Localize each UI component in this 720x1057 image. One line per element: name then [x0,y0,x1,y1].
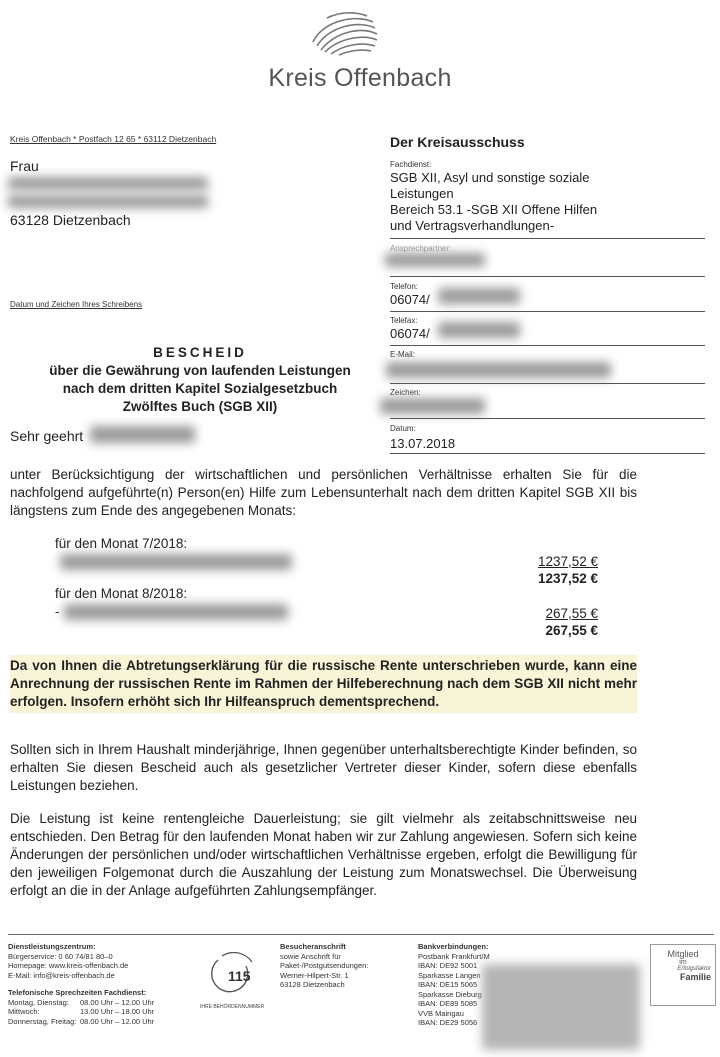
visitor-line: 63128 Dietzenbach [280,980,345,989]
redacted-contact [385,253,485,267]
visitor-line: Werner-Hilpert-Str. 1 [280,970,349,980]
member-org-small: Erfolgsfaktor [677,966,711,972]
divider [390,383,705,384]
bank-name: Sparkasse Dieburg [418,989,482,999]
badge-caption: IHRE BEHÖRDENNUMMER [200,1004,265,1010]
divider [390,276,705,277]
divider [390,238,705,239]
month-total: 267,55 € [545,623,598,638]
dept-line: Leistungen [390,186,454,201]
phone-value: 06074/ [390,292,430,307]
recipient-title: Frau [10,158,39,174]
redacted-recipient-street [8,195,208,208]
org-name: Kreis Offenbach [268,64,452,92]
hours-time: 08.00 Uhr – 12.00 Uhr [80,1016,155,1026]
kreis-offenbach-logo-icon [305,8,385,58]
footer-address-block [280,942,405,990]
email-label: E-Mail: [390,350,415,359]
member-label: Mitglied [667,949,699,959]
bank-name: Sparkasse Langen [418,970,481,980]
dept-line: Bereich 53.1 -SGB XII Offene Hilfen [390,202,598,217]
greeting: Sehr geehrt [10,428,84,444]
divider [390,453,705,454]
sender-line: Kreis Offenbach * Postfach 12 65 * 63112 Dietzenbach [10,134,217,144]
footer-divider [8,934,714,935]
dash-marker: - [55,604,60,619]
divider [390,418,705,419]
authority-name: Der Kreisausschuss [390,134,525,150]
hours-day: Montag, Dienstag: [8,997,69,1007]
bank-title: Bankverbindungen: [418,942,489,951]
bank-iban: IBAN: DE29 5056 [418,1018,478,1027]
date-value: 13.07.2018 [390,436,456,451]
recipient-city: 63128 Dietzenbach [10,212,131,228]
children-paragraph: Sollten sich in Ihrem Haushalt minderjährige, Ihnen gegenüber unterhaltsberechtigte Kinder befinden, so erhalten Sie diesen Bescheid auch als gesetzlicher Vertreter dieser Kinder, sofern diese ebenfalls Leistungen beziehen. [10,742,637,793]
redacted-person [64,604,288,620]
bank-iban: IBAN: DE15 5065 [418,980,478,989]
intro-paragraph: unter Berücksichtigung der wirtschaftlichen und persönlichen Verhältnisse erhalten Sie für die nachfolgend aufgeführte(n) Person(en) Hilfe zum Lebensunterhalt nach dem dritten Kapitel SGB XII bis längstens zum Ende des angegebenen Monats: [10,467,637,518]
bank-name: Postbank Frankfurt/M [418,951,490,961]
redacted-recipient-name [8,177,208,190]
service-line: E-Mail: info@kreis-offenbach.de [8,970,115,980]
month-label: für den Monat 8/2018: [55,586,188,601]
visitor-line: sowie Anschrift für [280,951,341,961]
member-org: Familie [679,972,711,982]
redacted-phone [438,288,520,304]
hours-day: Mittwoch: [8,1007,40,1016]
contact-label: Ansprechpartner: [390,244,452,253]
service-title: Dienstleistungszentrum: [8,942,96,951]
hours-time: 13.00 Uhr – 18.00 Uhr [80,1007,155,1016]
month-amount: 267,55 € [545,606,598,621]
visitor-title: Besucheranschrift [280,942,346,951]
bank-iban: IBAN: DE89 5085 [418,999,478,1008]
service-line: Homepage: www.kreis-offenbach.de [8,961,129,970]
divider [390,345,705,346]
month-label: für den Monat 7/2018: [55,536,188,551]
hours-day: Donnerstag, Freitag: [8,1016,77,1026]
redacted-bank-details [482,964,640,1050]
highlight-paragraph: Da von Ihnen die Abtretungserklärung für die russische Rente unterschrieben wurde, kann eine Anrechnung der russischen Rente im Rahmen der Hilfeberechnung nach dem SGB XII nicht mehr erfolgen. Insofern erhöht sich Ihr Hilfeanspruch dementsprechend. [10,655,637,713]
fax-value: 06074/ [390,326,430,341]
redacted-name [90,426,195,443]
document-subtitle: Zwölftes Buch (SGB XII) [122,399,278,414]
payment-paragraph: Die Leistung ist keine rentengleiche Dauerleistung; sie gilt vielmehr als zeitabschnittsweise neu entschieden. Den Betrag für den laufenden Monat haben wir zur Zahlung angewiesen. Sofern sich keine Änderungen der persönlichen und/oder wirtschaftlichen Verhältnisse ergeben, erfolgt die Bewilligung für den jeweiligen Folgemonat durch die Auszahlung der Leistung zum Monatswechsel. Die Überweisung erfolgt an die in der Anlage aufgeführten Zahlungsempfänger. [10,811,637,898]
redacted-fax [438,322,520,338]
month-amount: 1237,52 € [537,554,598,569]
redacted-email [386,362,611,378]
service-line: Bürgerservice: 0 60 74/81 80–0 [8,951,113,961]
date-label: Datum: [390,424,416,433]
member-box [650,944,716,1006]
fax-label: Telefax: [390,316,418,325]
bank-name: VVB Maingau [418,1008,464,1018]
badge-number: 115 [228,968,251,984]
redacted-person [60,554,292,570]
reference-label: Datum und Zeichen Ihres Schreibens [10,300,143,309]
dept-line: und Vertragsverhandlungen- [390,218,555,233]
dept-label: Fachdienst: [390,160,432,169]
phone-label: Telefon: [390,282,419,291]
document-subtitle: über die Gewährung von laufenden Leistungen [49,363,351,378]
month-total: 1237,52 € [537,571,598,586]
divider [390,311,705,312]
dept-line: SGB XII, Asyl und sonstige soziale [390,170,590,185]
document-title: BESCHEID [153,345,247,360]
footer-service-block [8,942,178,1026]
bank-iban: IBAN: DE92 5001 [418,961,478,970]
hours-time: 08.00 Uhr – 12.00 Uhr [80,997,155,1007]
hours-title: Telefonische Sprechzeiten Fachdienst: [8,988,147,997]
document-subtitle: nach dem dritten Kapitel Sozialgesetzbuch [62,381,338,396]
member-sub: im [679,959,687,966]
visitor-line: Paket-/Postgutsendungen: [280,961,369,970]
sign-label: Zeichen: [390,388,421,397]
